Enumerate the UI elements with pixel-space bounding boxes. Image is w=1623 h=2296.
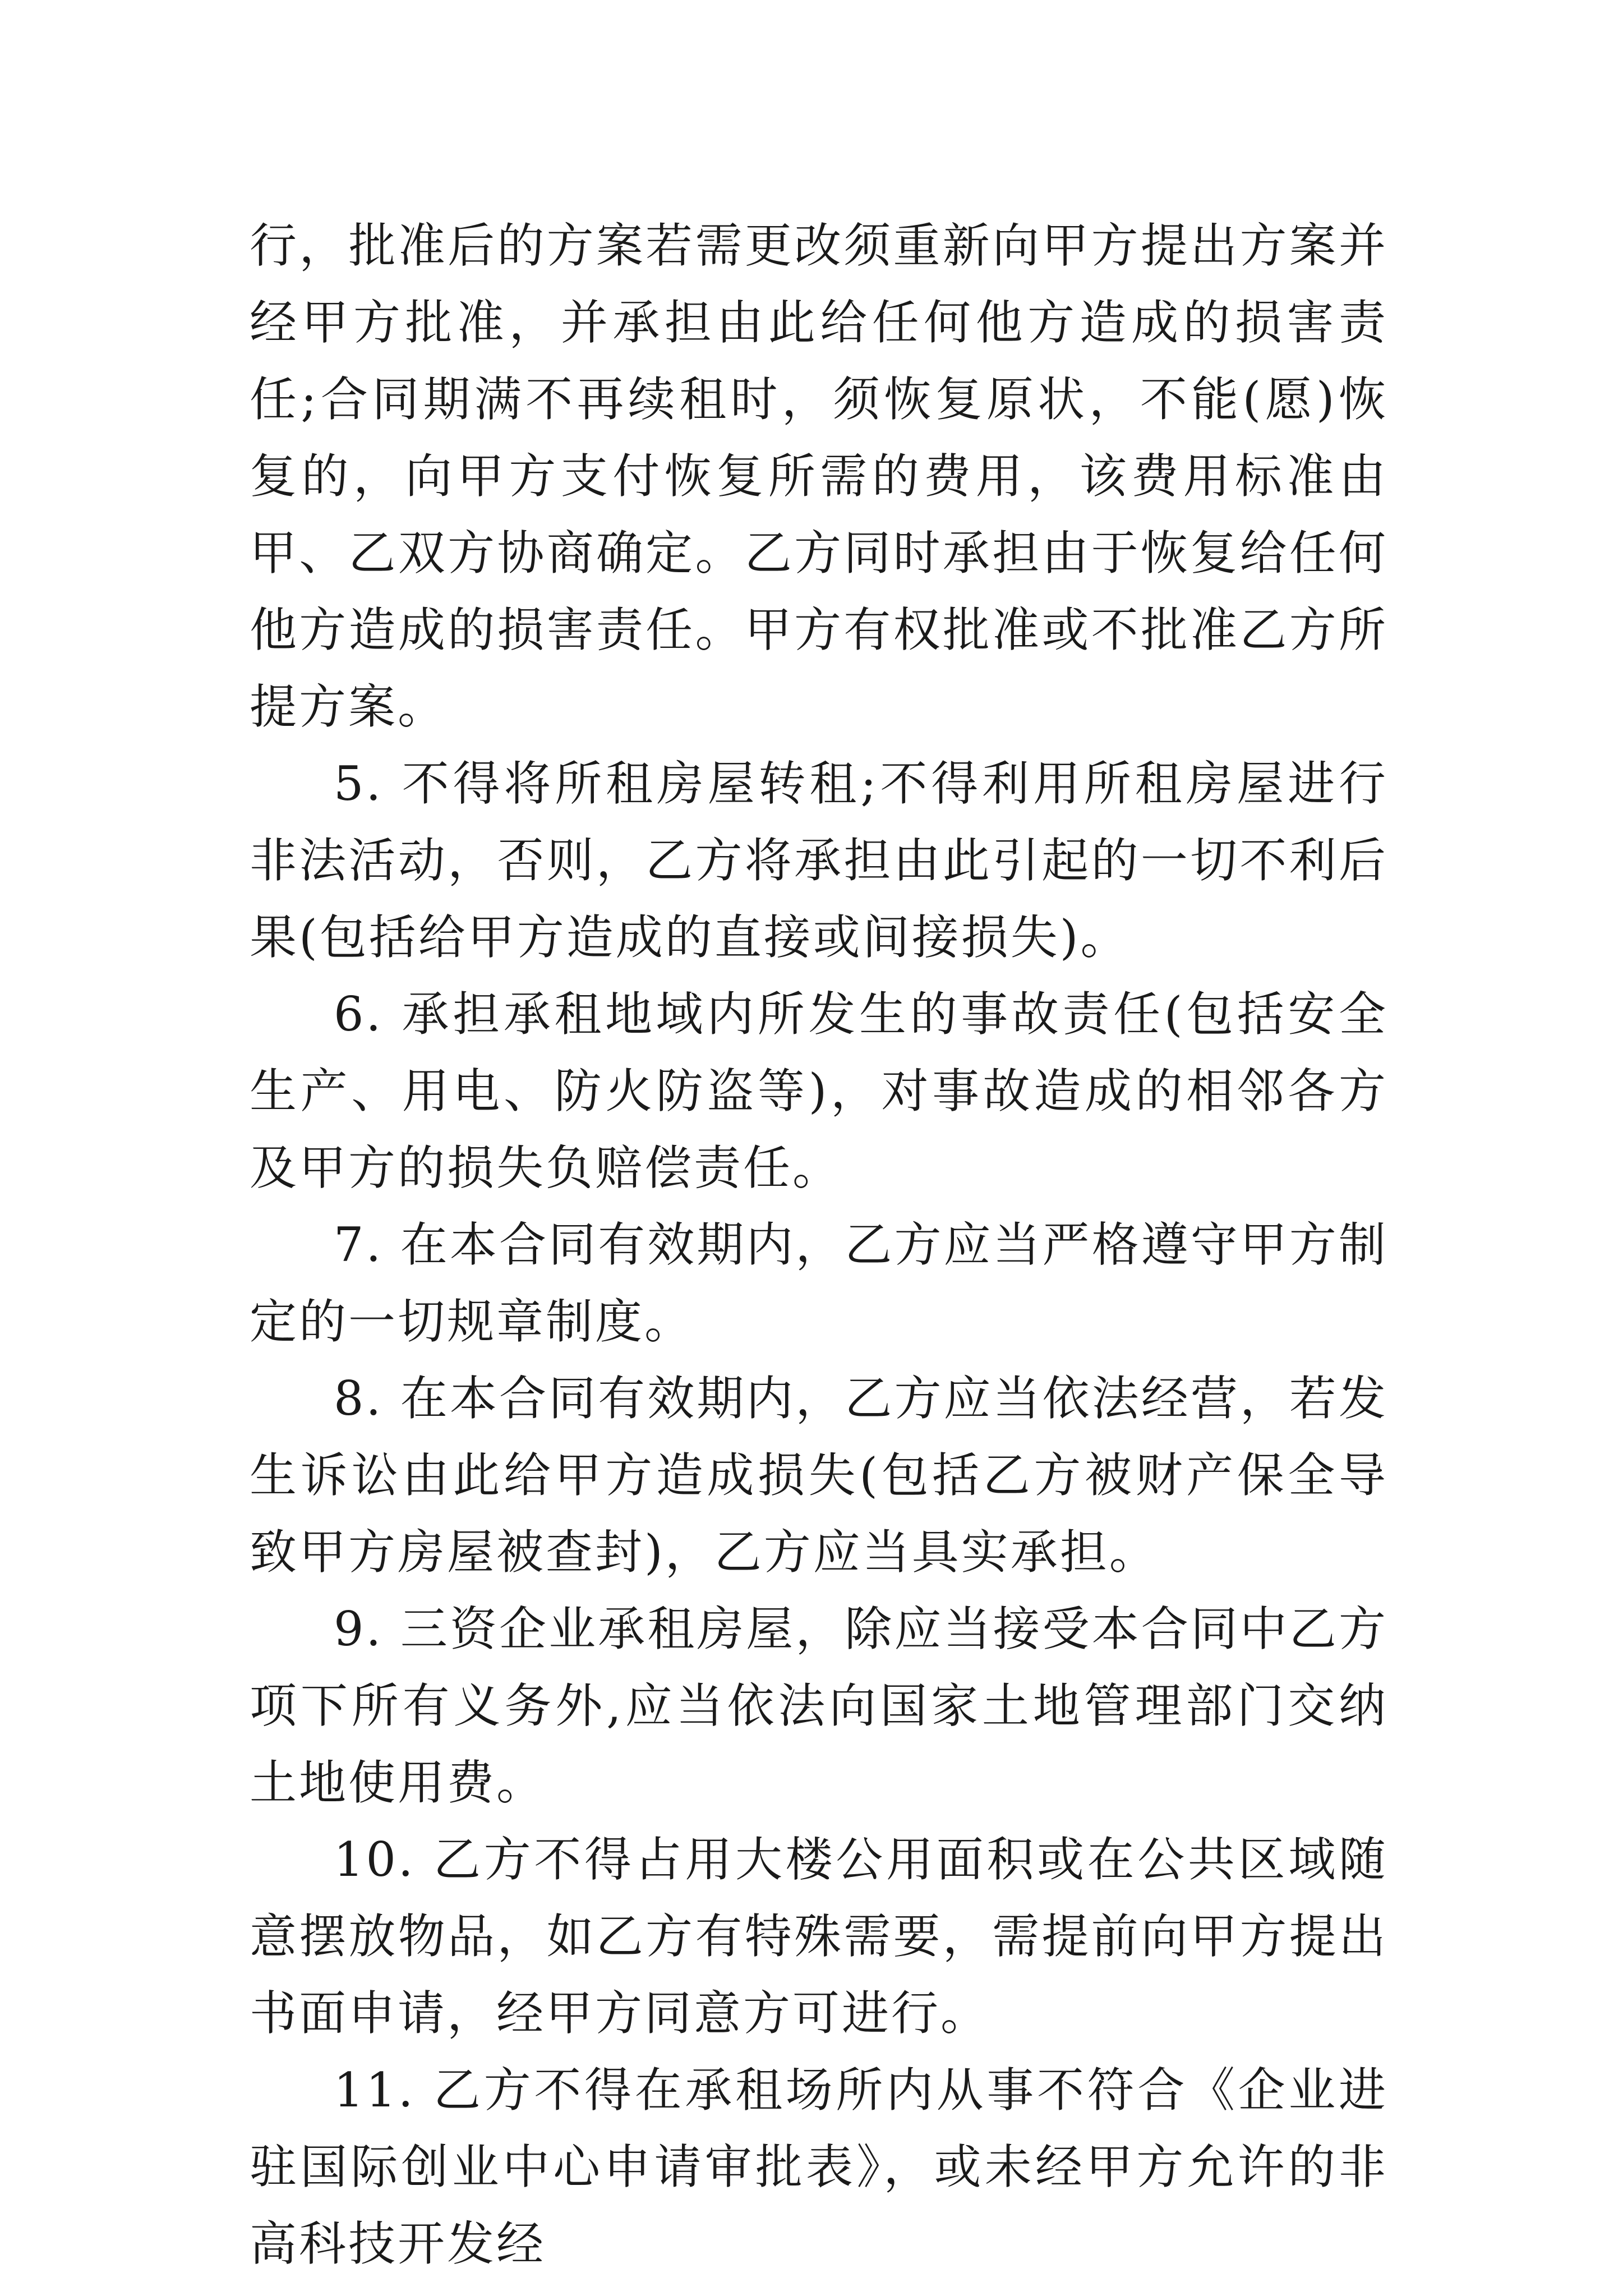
paragraph-clause-10: 10. 乙方不得占用大楼公用面积或在公共区域随意摆放物品，如乙方有特殊需要，需提前向甲方提出书面申请，经甲方同意方可进行。 xyxy=(250,1832,1388,2041)
paragraph-clause-8: 8. 在本合同有效期内，乙方应当依法经营，若发生诉讼由此给甲方造成损失(包括乙方被财产保全导致甲方房屋被查封)，乙方应当具实承担。 xyxy=(250,1371,1388,1580)
paragraph-continued: 行，批准后的方案若需更改须重新向甲方提出方案并经甲方批准，并承担由此给任何他方造成的损害责任;合同期满不再续租时，须恢复原状，不能(愿)恢复的，向甲方支付恢复所需的费用，该费用标准由甲、乙双方协商确定。乙方同时承担由于恢复给任何他方造成的损害责任。甲方有权批准或不批准乙方所提方案。 xyxy=(250,218,1388,734)
paragraph-clause-9: 9. 三资企业承租房屋，除应当接受本合同中乙方项下所有义务外,应当依法向国家土地管理部门交纳土地使用费。 xyxy=(250,1602,1388,1810)
document-body xyxy=(250,208,1388,2283)
paragraph-clause-5: 5. 不得将所租房屋转租;不得利用所租房屋进行非法活动，否则，乙方将承担由此引起的一切不利后果(包括给甲方造成的直接或间接损失)。 xyxy=(250,756,1388,965)
paragraph-clause-6: 6. 承担承租地域内所发生的事故责任(包括安全生产、用电、防火防盗等)，对事故造成的相邻各方及甲方的损失负赔偿责任。 xyxy=(250,987,1388,1195)
paragraph-clause-7: 7. 在本合同有效期内，乙方应当严格遵守甲方制定的一切规章制度。 xyxy=(250,1217,1388,1349)
paragraph-clause-11: 11. 乙方不得在承租场所内从事不符合《企业进驻国际创业中心申请审批表》，或未经甲方允许的非高科技开发经 xyxy=(250,2063,1388,2271)
